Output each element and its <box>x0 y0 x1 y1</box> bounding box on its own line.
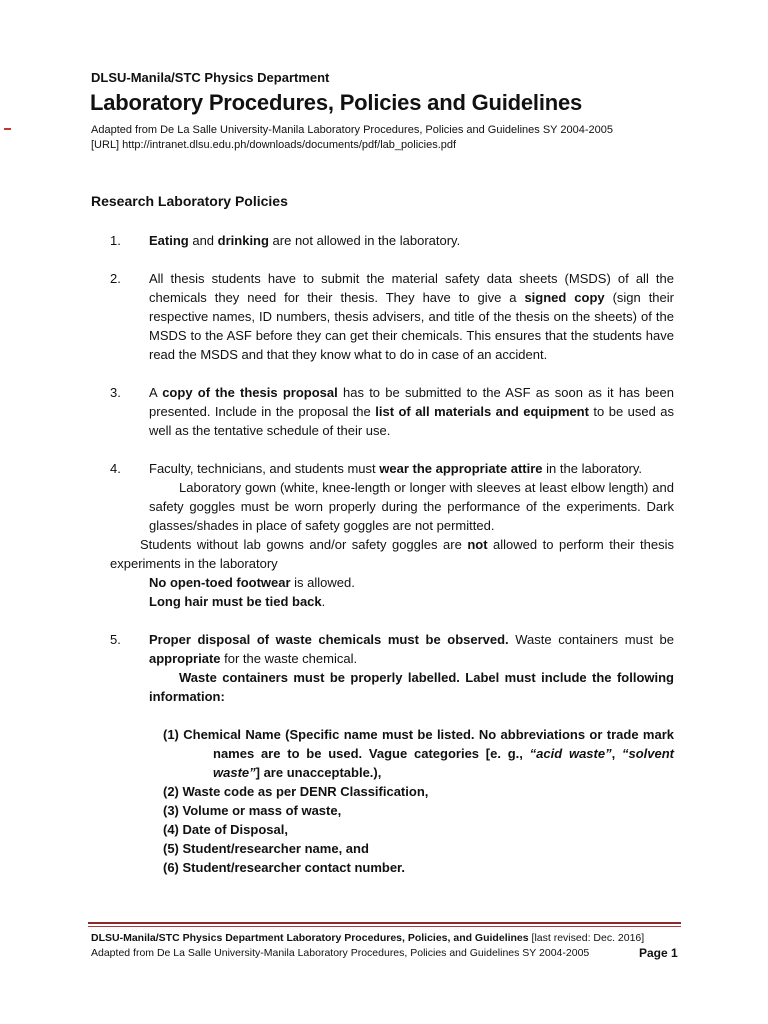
list-item <box>163 725 674 782</box>
italic-phrase: “acid waste” <box>529 746 612 761</box>
footwear-paragraph <box>149 573 674 592</box>
policy-item-5 <box>110 630 674 877</box>
text-span: are not allowed in the laboratory. <box>268 233 461 248</box>
item-number: 5. <box>110 632 121 647</box>
list-item: (3) Volume or mass of waste, <box>163 803 342 818</box>
text-span: and <box>188 233 218 248</box>
list-item: (6) Student/researcher contact number. <box>163 860 406 875</box>
text-span: Faculty, technicians, and students must <box>149 461 380 476</box>
text-span: is allowed. <box>290 575 355 590</box>
item-number: 2. <box>110 271 121 286</box>
attire-paragraph <box>149 459 674 478</box>
section-heading: Research Laboratory Policies <box>91 193 288 209</box>
policy-list <box>110 231 674 877</box>
text-span: ] are unacceptable.), <box>255 765 382 780</box>
page-number: Page 1 <box>639 946 678 960</box>
bold-phrase: copy of the thesis proposal <box>162 385 338 400</box>
text-span: All thesis students have to submit the material safety data sheets (MSDS) of all the chemicals they need for their thesis. They have to give a <box>149 271 674 305</box>
bold-phrase: not <box>467 537 488 552</box>
bold-phrase: list of all materials and equipment <box>375 404 589 419</box>
list-item: (2) Waste code as per DENR Classification, <box>163 784 429 799</box>
item-number: 4. <box>110 461 121 476</box>
footer-line-2: Adapted from De La Salle University-Manila Laboratory Procedures, Policies and Guidelines SY 2004-2005 <box>91 947 590 959</box>
bold-phrase: Long hair must be tied back <box>149 594 322 609</box>
bold-phrase: No open-toed footwear <box>149 575 291 590</box>
adapted-from-line: Adapted from De La Salle University-Manila Laboratory Procedures, Policies and Guidelines SY 2004-2005 <box>91 124 613 136</box>
goggles-paragraph <box>110 535 674 573</box>
text-span: has to be submitted to the ASF as soon as it has been presented. Include in the proposal the <box>149 385 674 419</box>
label-requirements-list <box>163 725 674 877</box>
bold-phrase: Eating <box>149 233 189 248</box>
footer-rule-dark <box>88 922 681 924</box>
bold-phrase: appropriate <box>149 651 221 666</box>
footer-rule-light <box>88 926 681 927</box>
hair-paragraph <box>149 592 674 611</box>
page-title: Laboratory Procedures, Policies and Guidelines <box>90 90 583 115</box>
text-span: for the waste chemical. <box>220 651 358 666</box>
footer-revision: [last revised: Dec. 2016] <box>528 932 645 944</box>
bold-phrase: Waste containers must be properly labelled. Label must include the following information: <box>149 670 674 704</box>
item-text <box>149 383 674 440</box>
bold-phrase: wear the appropriate attire <box>379 461 543 476</box>
policy-item-2 <box>110 269 674 364</box>
gown-paragraph: Laboratory gown (white, knee-length or longer with sleeves at least elbow length) and safety goggles must be worn properly during the performance of the experiments. Dark glasses/shades in place of safety goggles are not permitted. <box>149 480 674 533</box>
text-span: , <box>611 746 622 761</box>
bold-phrase: signed copy <box>524 290 605 305</box>
item-text <box>149 269 674 364</box>
disposal-paragraph <box>149 630 674 668</box>
margin-marker <box>4 128 11 130</box>
item-number: 3. <box>110 385 121 400</box>
bold-phrase: Proper disposal of waste chemicals must be observed. <box>149 632 509 647</box>
text-span: Students without lab gowns and/or safety goggles are <box>140 537 468 552</box>
source-note <box>91 123 613 153</box>
bold-phrase: drinking <box>217 233 269 248</box>
text-span: Waste containers must be <box>508 632 674 647</box>
footer-title: DLSU-Manila/STC Physics Department Laboratory Procedures, Policies, and Guidelines <box>91 932 529 944</box>
policy-item-3 <box>110 383 674 440</box>
url-line: [URL] http://intranet.dlsu.edu.ph/downloads/documents/pdf/lab_policies.pdf <box>91 139 457 151</box>
list-item: (4) Date of Disposal, <box>163 822 288 837</box>
text-span: to be used as well as the tentative schedule of their use. <box>149 404 675 438</box>
italic-phrase: “solvent waste” <box>213 746 674 780</box>
policy-item-4 <box>110 459 674 611</box>
text-span: . <box>321 594 326 609</box>
text-span: (sign their respective names, ID numbers, thesis advisers, and title of the thesis on the sheets) of the MSDS to the ASF before they can get their chemicals. This ensures that the students have read the MSDS and that they know what to do in case of an accident. <box>149 290 674 362</box>
footer-line-1 <box>91 932 644 944</box>
item-text <box>149 231 674 250</box>
list-item: (5) Student/researcher name, and <box>163 841 369 856</box>
text-span: in the laboratory. <box>542 461 643 476</box>
text-span: allowed to perform their thesis experiments in the laboratory <box>110 537 674 571</box>
text-span: (1) Chemical Name (Specific name must be listed. No abbreviations or trade mark names are to be used. Vague categories [e. g., <box>163 727 674 761</box>
item-number: 1. <box>110 233 121 248</box>
text-span: A <box>149 385 163 400</box>
policy-item-1 <box>110 231 674 250</box>
department-header: DLSU-Manila/STC Physics Department <box>91 70 330 85</box>
label-paragraph <box>149 668 674 706</box>
